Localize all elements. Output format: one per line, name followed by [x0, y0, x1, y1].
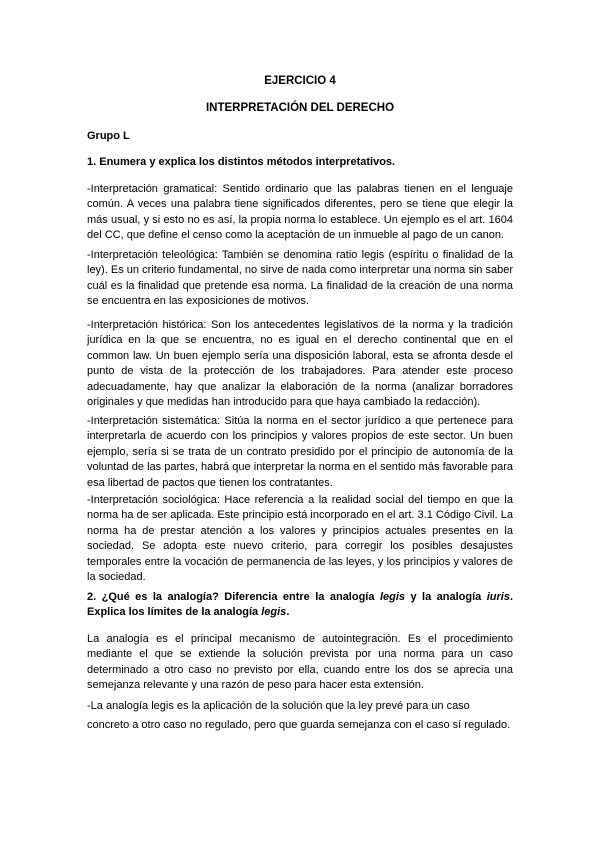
- paragraph-sociologica: -Interpretación sociológica: Hace referencia a la realidad social del tiempo en que la norma ha de ser aplicada. Este principio está incorporado en el art. 3.1 Código Civil. La norma ha de prestar atención a los valores y principios actuales presentes en la sociedad. Se adopta este nuevo criterio, para corregir los posibles desajustes temporales entre la vocación de permanencia de las leyes, y los principios y valores de la sociedad.: [87, 494, 513, 584]
- paragraph-historica: -Interpretación histórica: Son los antecedentes legislativos de la norma y la tradición jurídica en la que se encuentra, no es igual en el derecho continental que en el common law. Un buen ejemplo sería una disposición laboral, esta se afronta desde el punto de vista de la protección de los trabajadores. Para atender este proceso adecuadamente, hay que analizar la elaboración de la norma (analizar borradores originales y que medidas han introducido para que haya cambiado la redacción).: [87, 319, 513, 409]
- document-subtitle: INTERPRETACIÓN DEL DERECHO: [205, 102, 395, 114]
- paragraph-analogia: La analogía es el principal mecanismo de autointegración. Es el procedimiento mediante el que se extiende la solución prevista por una norma para un caso determinado a otro caso no previsto por ella, cuando entre los dos se aprecia una semejanza relevante y una razón de peso para hacer esta extensión.: [87, 633, 513, 692]
- paragraph-teleologica: -Interpretación teleológica: También se denomina ratio legis (espíritu o finalidad de la ley). Es un criterio fundamental, no sirve de nada como interpretar una norma sin saber cuál es la finalidad que pretende esa norma. La finalidad de la creación de una norma se encuentra en las exposiciones de motivos.: [87, 249, 513, 308]
- q2-heading-iuris: iuris: [486, 591, 510, 603]
- q2-heading-part2: y la analogía: [405, 591, 487, 603]
- q2-heading-legis-2: legis: [261, 606, 287, 619]
- document-title: EJERCICIO 4: [264, 75, 336, 87]
- paragraph-sistematica: -Interpretación sistemática: Sitúa la norma en el sector jurídico a que pertenece para interpretarla de acuerdo con los principios y valores propios de este sector. Un buen ejemplo, sería si se trata de un contrato presidido por el principio de autonomía de la voluntad de las partes, habrá que interpretar la norma en el sentido más favorable para esa libertad de pactos que tienen los contratantes.: [87, 415, 513, 489]
- q2-heading-part4: .: [286, 606, 290, 619]
- paragraph-analogia-legis: -La analogía legis es la aplicación de la solución que la ley prevé para un caso concreto a otro caso no regulado, pero que guarda semejanza con el caso sí regulado.: [87, 700, 511, 731]
- q2-heading-legis: legis: [379, 591, 406, 603]
- q2-heading-part1: 2. ¿Qué es la analogía? Diferencia entre la analogía: [87, 591, 380, 603]
- group-label: Grupo L: [87, 130, 130, 142]
- q2-heading-part3: . Explica los límites de la analogía: [87, 591, 514, 619]
- question-2-heading: [87, 590, 513, 621]
- paragraph-gramatical: -Interpretación gramatical: Sentido ordinario que las palabras tienen en el lenguaje común. A veces una palabra tiene significados diferentes, pero se tiene que elegir la más usual, y si esto no es así, la propia norma lo establece. Un ejemplo es el art. 1604 del CC, que define el censo como la aceptación de un inmueble al pago de un canon.: [87, 183, 513, 242]
- question-1-heading: 1. Enumera y explica los distintos métodos interpretativos.: [87, 156, 396, 168]
